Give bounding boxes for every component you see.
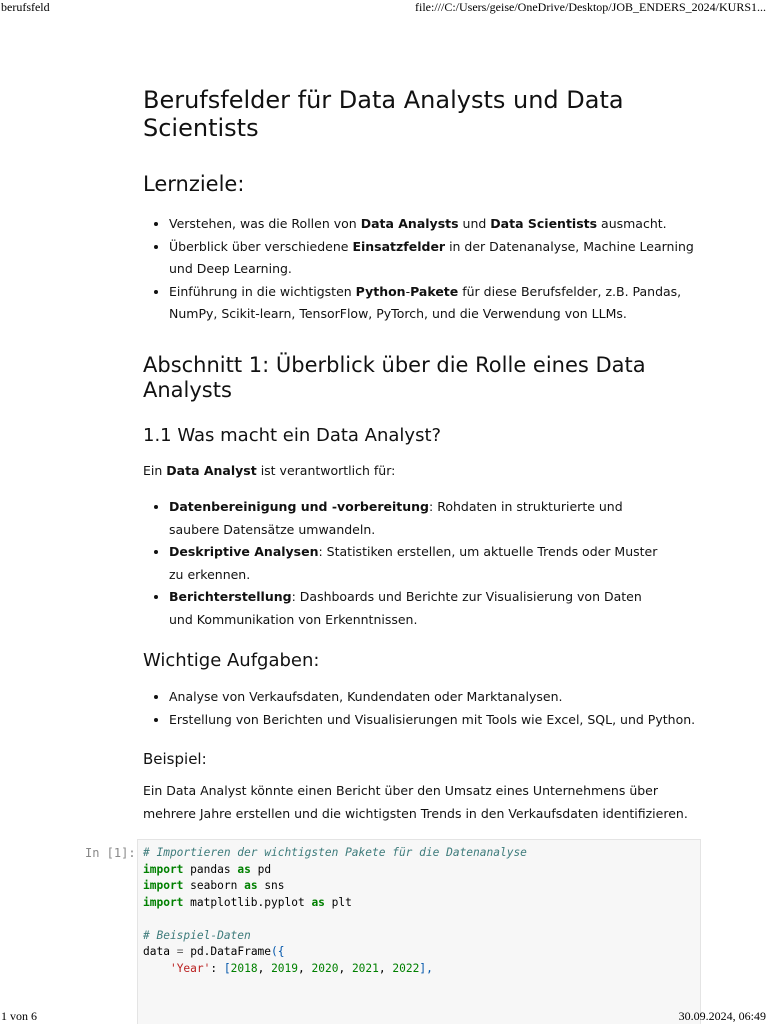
beispiel-heading: Beispiel: xyxy=(143,750,207,768)
code-comment: # Beispiel-Daten xyxy=(143,928,251,942)
cell-prompt: In [1]: xyxy=(85,846,136,860)
aufgaben-list xyxy=(143,686,721,731)
code-comment: # Importieren der wichtigsten Pakete für die Datenanalyse xyxy=(143,846,527,859)
print-footer-datetime: 30.09.2024, 06:49 xyxy=(678,1009,766,1023)
print-footer-page: 1 von 6 xyxy=(1,1009,37,1023)
list-item: • Analyse von Verkaufsdaten, Kundendaten oder Marktanalysen. xyxy=(169,686,721,709)
lernziele-list xyxy=(143,213,721,326)
intro-paragraph: Ein Data Analyst ist verantwortlich für: xyxy=(143,463,396,478)
aufgaben-heading: Wichtige Aufgaben: xyxy=(143,650,320,671)
list-item: • Datenbereinigung und -vorbereitung: Rohdaten in strukturierte und saubere Datensätze umwandeln. xyxy=(169,496,669,541)
list-item: • Berichterstellung: Dashboards und Berichte zur Visualisierung von Daten und Kommunikation von Erkenntnissen. xyxy=(169,586,669,631)
print-header-title: berufsfeld xyxy=(1,0,50,14)
section1-1-heading: 1.1 Was macht ein Data Analyst? xyxy=(143,425,442,446)
beispiel-paragraph: Ein Data Analyst könnte einen Bericht über den Umsatz eines Unternehmens über mehrere Jahre erstellen und die wichtigsten Trends in den Verkaufsdaten identifizieren. xyxy=(143,783,688,821)
page-title: Berufsfelder für Data Analysts und Data Scientists xyxy=(143,86,624,142)
print-header-url: file:///C:/Users/geise/OneDrive/Desktop/JOB_ENDERS_2024/KURS1... xyxy=(415,0,766,14)
code-block: # Importieren der wichtigsten Pakete für die Datenanalyse import pandas as pd import seaborn as sns import matplotlib.pyplot as plt # Beispiel-Daten data = pd.DataFrame({ 'Year': [2018, 2019, 2020, 2021, 2022], xyxy=(143,846,527,975)
lernziele-heading: Lernziele: xyxy=(143,172,245,196)
tasks-list xyxy=(143,496,669,631)
list-item: • Überblick über verschiedene Einsatzfelder in der Datenanalyse, Machine Learning und Deep Learning. xyxy=(169,236,721,281)
code-cell[interactable] xyxy=(137,839,701,1024)
list-item: • Verstehen, was die Rollen von Data Analysts und Data Scientists ausmacht. xyxy=(169,213,721,236)
list-item: • Erstellung von Berichten und Visualisierungen mit Tools wie Excel, SQL, und Python. xyxy=(169,709,721,732)
list-item: • Deskriptive Analysen: Statistiken erstellen, um aktuelle Trends oder Muster zu erkennen. xyxy=(169,541,669,586)
section1-heading: Abschnitt 1: Überblick über die Rolle eines Data Analysts xyxy=(143,353,646,402)
list-item: • Einführung in die wichtigsten Python-Pakete für diese Berufsfelder, z.B. Pandas, NumPy, Scikit-learn, TensorFlow, PyTorch, und die Verwendung von LLMs. xyxy=(169,281,721,326)
